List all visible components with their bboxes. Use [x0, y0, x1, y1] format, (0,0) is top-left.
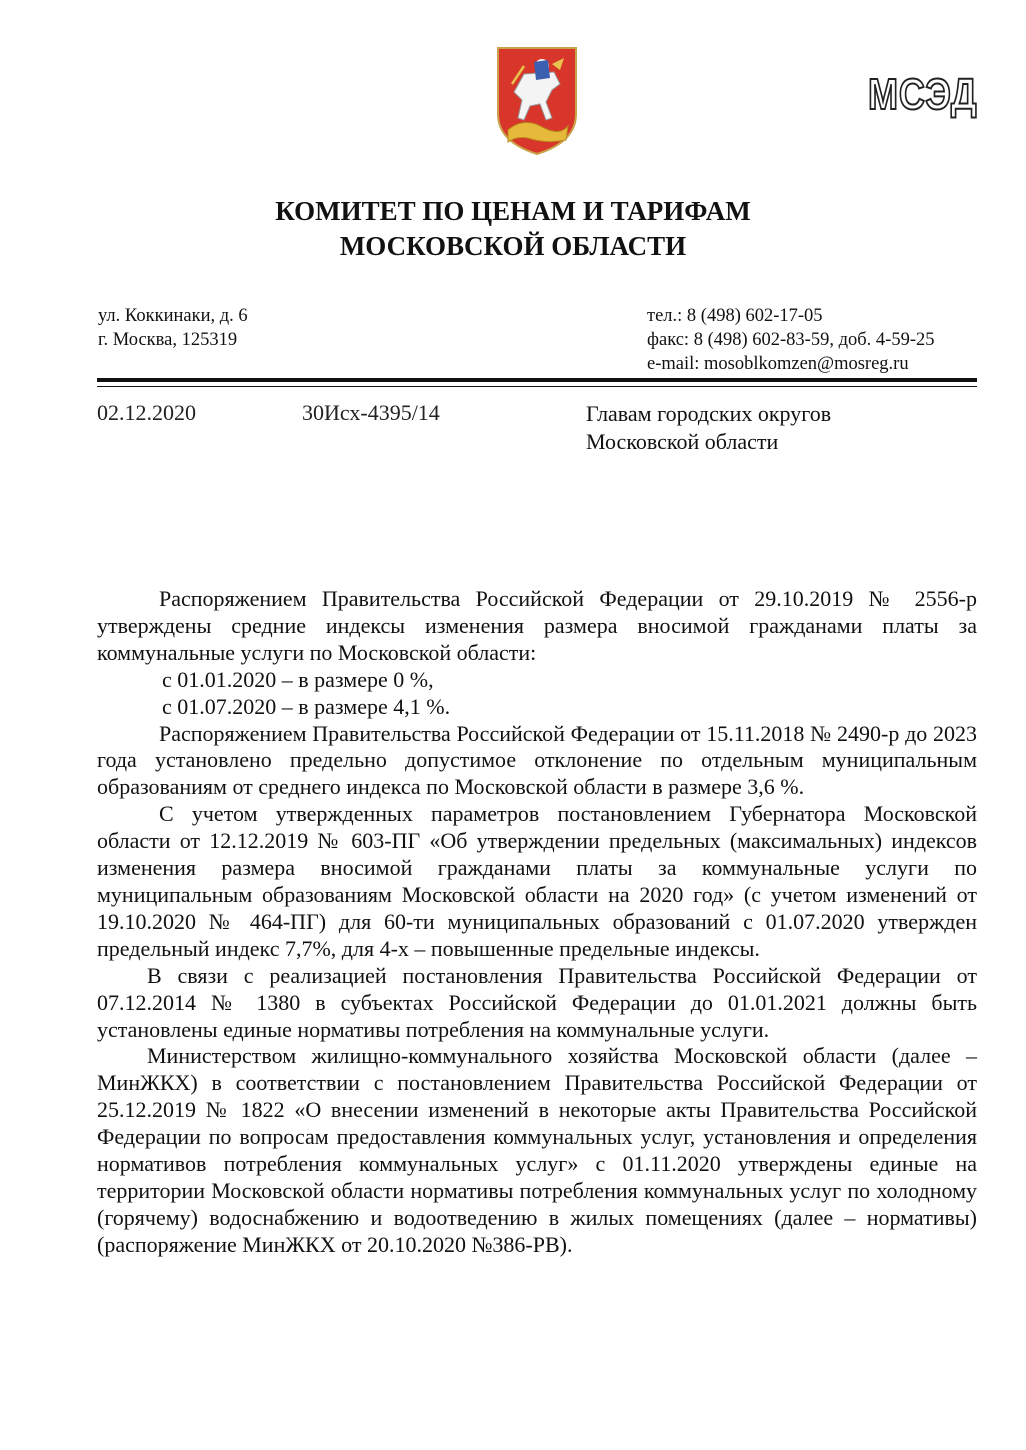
body-list-item-2: с 01.07.2020 – в размере 4,1 %. — [162, 693, 451, 719]
header-divider-thick — [97, 378, 977, 382]
body-list-item-1: с 01.01.2020 – в размере 0 %, — [162, 666, 434, 692]
body-paragraph-2: Распоряжением Правительства Российской Федерации от 15.11.2018 № 2490-р до 2023 года установлено предельно допустимое отклонение по отдельным муниципальным образованиям от среднего индекса по Московской области в размере 3,6 %. — [97, 720, 977, 800]
body-paragraph-4: В связи с реализацией постановления Правительства Российской Федерации от 07.12.2014 № 1380 в субъектах Российской Федерации до 01.01.2021 должны быть установлены единые нормативы потребления на коммунальные услуги. — [97, 962, 977, 1042]
contact-phone: тел.: 8 (498) 602-17-05 — [647, 306, 823, 326]
header-divider-thin — [97, 386, 977, 387]
organization-title-line2: МОСКОВСКОЙ ОБЛАСТИ — [339, 231, 687, 261]
postal-address — [98, 304, 248, 352]
contact-email: e-mail: mosoblkomzen@mosreg.ru — [647, 354, 909, 374]
body-paragraph-1: Распоряжением Правительства Российской Федерации от 29.10.2019 № 2556-р утверждены средние индексы изменения размера вносимой гражданами платы за коммунальные услуги по Московской области: — [97, 586, 977, 665]
organization-title-line1: КОМИТЕТ ПО ЦЕНАМ И ТАРИФАМ — [275, 196, 751, 226]
address-city: г. Москва, 125319 — [98, 330, 238, 350]
msed-stamp-logo: МСЭД — [868, 70, 978, 119]
addressee-line1: Главам городских округов — [586, 401, 832, 426]
body-paragraph-5: Министерством жилищно-коммунального хозяйства Московской области (далее – МинЖКХ) в соответствии с постановлением Правительства Российской Федерации от 25.12.2019 № 1822 «О внесении изменений в некоторые акты Правительства Российской Федерации по вопросам предоставления коммунальных услуг, установления и определения нормативов потребления коммунальных услуг» с 01.11.2020 утверждены единые на территории Московской области нормативы потребления коммунальных услуг по холодному (горячему) водоснабжению и водоотведению в жилых помещениях (далее – нормативы) (распоряжение МинЖКХ от 20.10.2020 №386-РВ). — [97, 1043, 977, 1257]
addressee-block — [586, 400, 831, 456]
registration-number: 30Исх-4395/14 — [302, 400, 440, 425]
coat-of-arms-icon — [494, 44, 580, 156]
addressee-line2: Московской области — [586, 429, 779, 454]
address-street: ул. Коккинаки, д. 6 — [98, 306, 248, 326]
contact-info — [647, 304, 935, 376]
body-paragraph-3: С учетом утвержденных параметров постановлением Губернатора Московской области от 12.12.2019 № 603-ПГ «Об утверждении предельных (максимальных) индексов изменения размера вносимой гражданами платы за коммунальные услуги по муниципальным образованиям Московской области на 2020 год» (с учетом изменений от 19.10.2020 № 464-ПГ) для 60-ти муниципальных образований с 01.07.2020 утвержден предельный индекс 7,7%, для 4-х – повышенные предельные индексы. — [97, 801, 977, 961]
letter-body — [97, 586, 977, 1259]
registration-date: 02.12.2020 — [97, 400, 196, 425]
contact-fax: факс: 8 (498) 602-83-59, доб. 4-59-25 — [647, 330, 935, 350]
